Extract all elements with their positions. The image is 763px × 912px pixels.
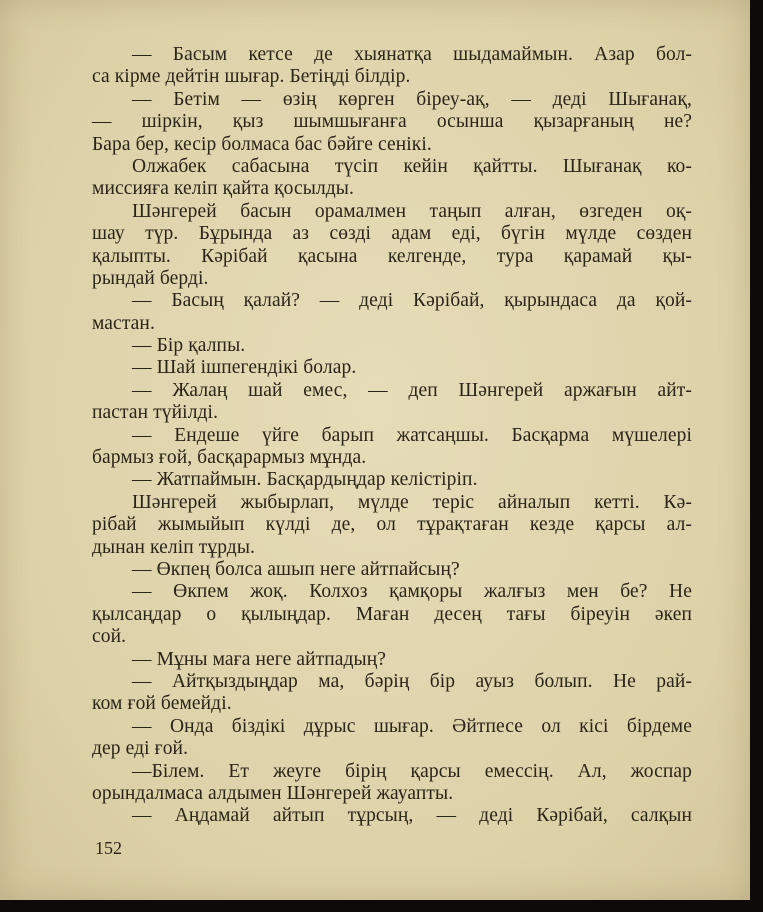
text-line: орындалмаса алдымен Шәнгерей жауапты. — [92, 782, 454, 804]
text-line: ком ғой бемейді. — [92, 693, 232, 715]
text-line: қалыпты. Кәрібай қасына келгенде, тура қарамай қы- — [92, 245, 692, 267]
text-line: — Өкпең болса ашып неге айтпайсың? — [132, 558, 460, 580]
text-line: Шәнгерей жыбырлап, мүлде теріс айналып кетті. Кә- — [132, 491, 692, 513]
text-line: — Ендеше үйге барып жатсаңшы. Басқарма мүшелері — [132, 424, 692, 446]
text-line: — шіркін, қыз шымшығанға осынша қызарғаның не? — [92, 111, 692, 133]
text-line: — Мұны маға неге айтпадың? — [132, 648, 387, 670]
text-line: — Өкпем жоқ. Колхоз қамқоры жалғыз мен бе? Не — [132, 581, 692, 603]
text-line: бармыз ғой, басқарармыз мұнда. — [92, 447, 367, 469]
text-line: рібай жымыйып күлді де, ол тұрақтаған кезде қарсы ал- — [92, 514, 692, 536]
text-line: дер еді ғой. — [92, 738, 189, 760]
text-line: дынан келіп тұрды. — [92, 536, 255, 558]
page-number: 152 — [95, 838, 122, 858]
text-line: — Басым кетсе де хыянатқа шыдамаймын. Азар бол- — [132, 44, 692, 65]
text-line: рындай берді. — [92, 267, 209, 289]
text-line: — Шай ішпегендікі болар. — [132, 357, 357, 379]
text-line: — Жатпаймын. Басқардыңдар келістіріп. — [132, 469, 478, 491]
text-line: миссияға келіп қайта қосылды. — [92, 178, 354, 200]
text-line: шау түр. Бұрында аз сөзді адам еді, бүгін мүлде сөзден — [92, 223, 692, 245]
text-line: са кірме дейтін шығар. Бетіңді білдір. — [92, 66, 411, 88]
text-line: — Жалаң шай емес, — деп Шәнгерей аржағын айт- — [132, 379, 692, 401]
text-line: — Басың қалай? — деді Кәрібай, қырындаса да қой- — [132, 290, 692, 312]
text-line: сой. — [92, 626, 127, 648]
text-line: — Аңдамай айтып тұрсың, — деді Кәрібай, салқын — [132, 805, 692, 827]
text-line: қылсаңдар о қылыңдар. Маған десең тағы біреуін әкеп — [92, 603, 692, 625]
text-line: Шәнгерей басын орамалмен таңып алған, өзгеден оқ- — [132, 200, 692, 222]
text-line: — Айтқыздыңдар ма, бәрің бір ауыз болып. Не рай- — [132, 670, 692, 692]
body-text — [92, 44, 692, 828]
text-line: пастан түйілді. — [92, 402, 219, 424]
text-line: Бара бер, кесір болмаса бас бәйге сенікі. — [92, 133, 432, 155]
text-line: — Бір қалпы. — [132, 335, 246, 357]
text-line: мастан. — [92, 312, 155, 334]
text-line: Олжабек сабасына түсіп кейін қайтты. Шығанақ ко- — [132, 155, 692, 177]
text-line: —Білем. Ет жеуге бірің қарсы емессің. Ал, жоспар — [132, 760, 692, 782]
text-line: — Онда біздікі дұрыс шығар. Әйтпесе ол кісі бірдеме — [132, 715, 692, 737]
text-line: — Бетім — өзің көрген біреу-ақ, — деді Шығанақ, — [132, 88, 692, 110]
